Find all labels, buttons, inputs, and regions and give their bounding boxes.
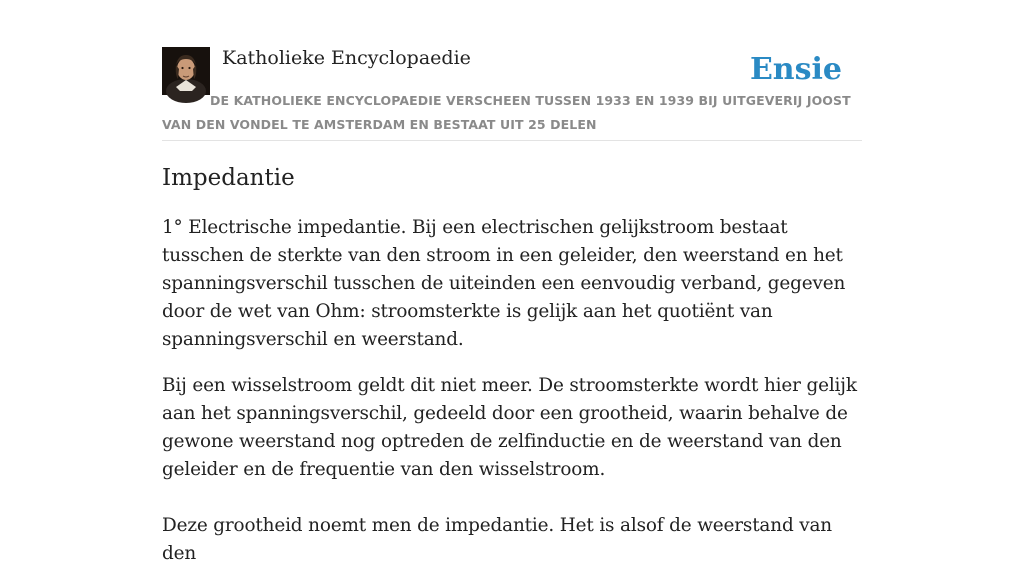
article xyxy=(162,160,862,586)
site-avatar[interactable] xyxy=(162,47,210,95)
portrait-image xyxy=(162,47,210,95)
site-title[interactable]: Katholieke Encyclopaedie xyxy=(222,47,471,69)
article-title: Impedantie xyxy=(162,165,295,191)
site-header xyxy=(162,44,862,141)
article-paragraph: Bij een wisselstroom geldt dit niet meer. De stroomsterkte wordt hier gelijk aan het spanningsverschil, gedeeld door een grootheid, waarin behalve de gewone weerstand nog optreden de zelfinductie en de weerstand van den geleider en de frequentie van den wisselstroom. xyxy=(162,375,857,480)
article-paragraph: Deze grootheid noemt men de impedantie. Het is alsof de weerstand van den xyxy=(162,515,833,564)
article-paragraph: 1° Electrische impedantie. Bij een electrischen gelijkstroom bestaat tusschen de sterkte van den stroom in een geleider, den weerstand en het spanningsverschil tusschen de uiteinden een eenvoudig verband, gegeven door de wet van Ohm: stroomsterkte is gelijk aan het quotiënt van spanningsverschil en weerstand. xyxy=(162,217,846,350)
site-tagline: DE KATHOLIEKE ENCYCLOPAEDIE VERSCHEEN TUSSEN 1933 EN 1939 BIJ UITGEVERIJ JOOST VAN DEN VONDEL TE AMSTERDAM EN BESTAAT UIT 25 DELEN xyxy=(162,93,851,132)
brand-logo[interactable]: Ensie xyxy=(749,52,842,87)
